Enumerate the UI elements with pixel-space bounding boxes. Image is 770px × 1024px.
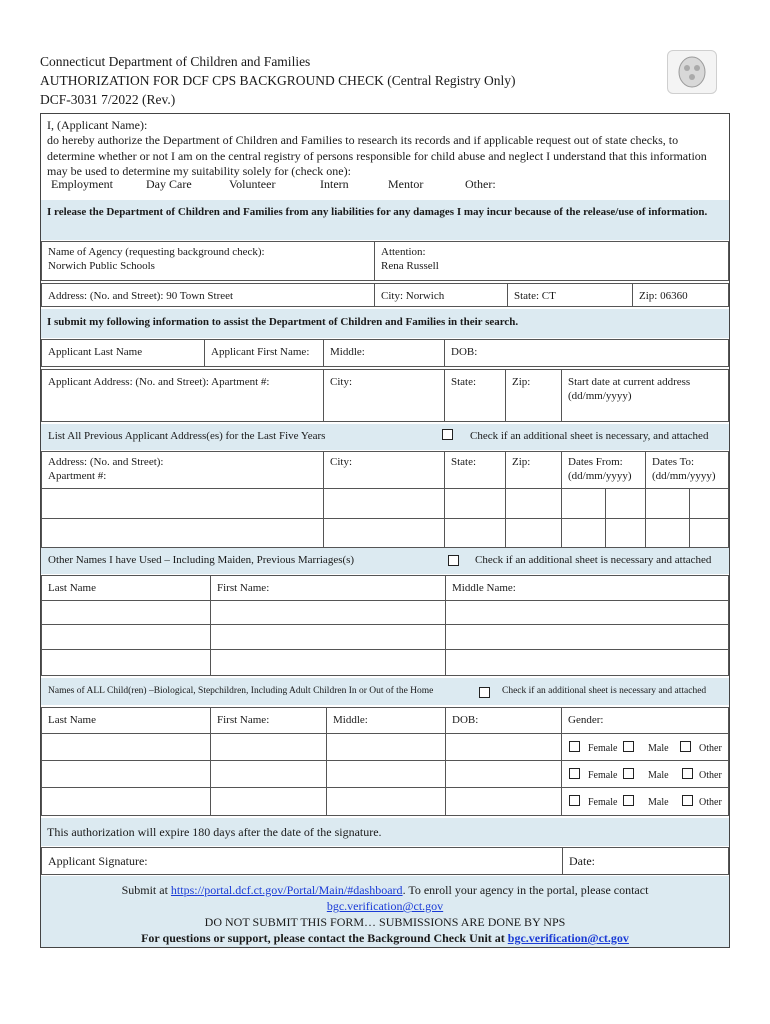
agency-name-value: Norwich Public Schools xyxy=(48,260,155,272)
other-row-2-middle[interactable] xyxy=(445,624,729,650)
attention-label: Attention: xyxy=(381,246,426,258)
child-row-3-dob[interactable] xyxy=(445,787,562,816)
previous-address-band xyxy=(41,424,729,450)
other-row-3-first[interactable] xyxy=(210,649,446,676)
previous-row-2-address[interactable] xyxy=(41,518,324,548)
child-2-male-label: Male xyxy=(648,770,669,781)
submission-footer xyxy=(41,876,729,947)
portal-link[interactable]: https://portal.dcf.ct.gov/Portal/Main/#dashboard xyxy=(170,883,403,897)
other-row-1-last[interactable] xyxy=(41,600,211,625)
child-row-3-middle[interactable] xyxy=(326,787,446,816)
child-3-female-checkbox[interactable] xyxy=(569,795,580,806)
other-row-3-last[interactable] xyxy=(41,649,211,676)
previous-row-2-from-b[interactable] xyxy=(605,518,646,548)
agency-name: Connecticut Department of Children and Families xyxy=(40,54,311,69)
child-1-female-label: Female xyxy=(588,743,618,754)
child-2-female-checkbox[interactable] xyxy=(569,768,580,779)
authorization-intro xyxy=(47,118,727,179)
option-day-care[interactable]: Day Care xyxy=(146,177,192,191)
child-1-male-label: Male xyxy=(648,743,669,754)
previous-row-2-to-a[interactable] xyxy=(645,518,690,548)
children-additional-sheet-checkbox[interactable] xyxy=(479,687,490,698)
previous-row-1-to-b[interactable] xyxy=(689,488,729,519)
previous-additional-sheet-label: Check if an additional sheet is necessary, and attached xyxy=(470,430,709,442)
dates-from-format: (dd/mm/yyyy) xyxy=(568,470,632,482)
form-number: DCF-3031 7/2022 (Rev.) xyxy=(40,92,176,107)
option-employment[interactable]: Employment xyxy=(51,177,113,191)
previous-address-label: Address: (No. and Street): xyxy=(48,456,164,468)
child-middle-header: Middle: xyxy=(326,707,446,734)
release-statement xyxy=(41,200,729,240)
other-row-1-middle[interactable] xyxy=(445,600,729,625)
previous-address-header xyxy=(41,451,324,489)
previous-row-2-to-b[interactable] xyxy=(689,518,729,548)
applicant-city[interactable]: City: xyxy=(323,369,445,422)
previous-row-1-to-a[interactable] xyxy=(645,488,690,519)
agency-address-cell[interactable]: Address: (No. and Street): 90 Town Street xyxy=(41,283,375,307)
submit-prefix: Submit at xyxy=(121,883,171,897)
previous-row-2-city[interactable] xyxy=(323,518,445,548)
option-volunteer[interactable]: Volunteer xyxy=(229,177,276,191)
child-last-name-header: Last Name xyxy=(41,707,211,734)
children-band xyxy=(41,678,729,705)
nps-notice: DO NOT SUBMIT THIS FORM… SUBMISSIONS ARE DONE BY NPS xyxy=(204,915,566,929)
child-3-male-label: Male xyxy=(648,797,669,808)
previous-row-2-state[interactable] xyxy=(444,518,506,548)
form-title: AUTHORIZATION FOR DCF CPS BACKGROUND CHECK (Central Registry Only) xyxy=(40,73,516,88)
submit-suffix: . To enroll your agency in the portal, please contact xyxy=(402,883,649,897)
previous-row-2-zip[interactable] xyxy=(505,518,562,548)
child-row-3-gender xyxy=(561,787,729,816)
previous-row-1-zip[interactable] xyxy=(505,488,562,519)
child-row-2-last[interactable] xyxy=(41,760,211,788)
support-text: For questions or support, please contact the Background Check Unit at xyxy=(141,931,508,945)
applicant-last-name[interactable]: Applicant Last Name xyxy=(41,339,205,367)
previous-city-header: City: xyxy=(323,451,445,489)
applicant-address[interactable]: Applicant Address: (No. and Street): Apartment #: xyxy=(41,369,324,422)
applicant-signature-field[interactable]: Applicant Signature: xyxy=(41,847,563,875)
applicant-zip[interactable]: Zip: xyxy=(505,369,562,422)
applicant-start-date[interactable]: Start date at current address (dd/mm/yyyy) xyxy=(561,369,729,422)
child-row-1-gender xyxy=(561,733,729,761)
previous-row-1-address[interactable] xyxy=(41,488,324,519)
applicant-state[interactable]: State: xyxy=(444,369,506,422)
attention-value: Rena Russell xyxy=(381,260,439,272)
other-row-2-first[interactable] xyxy=(210,624,446,650)
other-last-name-header: Last Name xyxy=(41,575,211,601)
previous-state-header: State: xyxy=(444,451,506,489)
other-names-additional-sheet-label: Check if an additional sheet is necessary and attached xyxy=(475,554,712,566)
child-first-name-header: First Name: xyxy=(210,707,327,734)
child-3-other-label: Other xyxy=(699,797,722,808)
verification-email-link[interactable]: bgc.verification@ct.gov xyxy=(326,899,444,913)
previous-address-heading: List All Previous Applicant Address(es) for the Last Five Years xyxy=(48,430,326,442)
child-1-female-checkbox[interactable] xyxy=(569,741,580,752)
previous-dates-from-header xyxy=(561,451,646,489)
submit-info-band xyxy=(41,309,729,338)
child-row-2-dob[interactable] xyxy=(445,760,562,788)
child-3-female-label: Female xyxy=(588,797,618,808)
expire-text: This authorization will expire 180 days after the date of the signature. xyxy=(47,825,382,839)
child-1-male-checkbox[interactable] xyxy=(623,741,634,752)
children-heading: Names of ALL Child(ren) –Biological, Stepchildren, Including Adult Children In or Out of the Home xyxy=(48,686,434,696)
applicant-name-field[interactable]: I, (Applicant Name): xyxy=(47,118,148,132)
child-row-2-first[interactable] xyxy=(210,760,327,788)
option-other[interactable]: Other: xyxy=(465,177,496,191)
previous-additional-sheet-checkbox[interactable] xyxy=(442,429,453,440)
agency-name-label: Name of Agency (requesting background check): xyxy=(48,246,265,258)
child-3-male-checkbox[interactable] xyxy=(623,795,634,806)
child-row-1-first[interactable] xyxy=(210,733,327,761)
child-dob-header: DOB: xyxy=(445,707,562,734)
authorization-text: do hereby authorize the Department of Children and Families to research its records and if applicable request out of state checks, to determine whether or not I am on the central registry of persons responsible for child abuse and neglect I understand that this information may be used to determine my suitability solely for (check one): xyxy=(47,133,707,178)
child-2-male-checkbox[interactable] xyxy=(623,768,634,779)
expire-band xyxy=(41,818,729,846)
previous-row-1-from-b[interactable] xyxy=(605,488,646,519)
applicant-middle[interactable]: Middle: xyxy=(323,339,445,367)
option-mentor[interactable]: Mentor xyxy=(388,177,424,191)
dates-from-label: Dates From: xyxy=(568,456,623,468)
other-names-additional-sheet-checkbox[interactable] xyxy=(448,555,459,566)
child-3-other-checkbox[interactable] xyxy=(682,795,693,806)
other-names-heading: Other Names I have Used – Including Maiden, Previous Marriages(s) xyxy=(48,554,355,566)
date-field[interactable]: Date: xyxy=(562,847,729,875)
other-row-1-first[interactable] xyxy=(210,600,446,625)
agency-zip-cell[interactable]: Zip: 06360 xyxy=(632,283,729,307)
dates-to-format: (dd/mm/yyyy) xyxy=(652,470,716,482)
child-row-2-middle[interactable] xyxy=(326,760,446,788)
child-2-female-label: Female xyxy=(588,770,618,781)
agency-name-cell[interactable] xyxy=(41,241,375,281)
previous-dates-to-header xyxy=(645,451,729,489)
applicant-first-name[interactable]: Applicant First Name: xyxy=(204,339,324,367)
dates-to-label: Dates To: xyxy=(652,456,695,468)
child-2-other-label: Other xyxy=(699,770,722,781)
child-2-other-checkbox[interactable] xyxy=(682,768,693,779)
other-row-2-last[interactable] xyxy=(41,624,211,650)
agency-city-cell[interactable]: City: Norwich xyxy=(374,283,508,307)
previous-row-1-state[interactable] xyxy=(444,488,506,519)
previous-zip-header: Zip: xyxy=(505,451,562,489)
other-middle-name-header: Middle Name: xyxy=(445,575,729,601)
child-row-3-first[interactable] xyxy=(210,787,327,816)
previous-apartment-label: Apartment #: xyxy=(48,470,107,482)
child-row-1-last[interactable] xyxy=(41,733,211,761)
option-intern[interactable]: Intern xyxy=(320,177,349,191)
previous-row-1-from-a[interactable] xyxy=(561,488,606,519)
agency-state-cell[interactable]: State: CT xyxy=(507,283,633,307)
child-row-1-dob[interactable] xyxy=(445,733,562,761)
other-row-3-middle[interactable] xyxy=(445,649,729,676)
child-row-1-middle[interactable] xyxy=(326,733,446,761)
release-text: I release the Department of Children and Families from any liabilities for any damages I may incur because of the release/use of information. xyxy=(47,206,708,218)
child-row-2-gender xyxy=(561,760,729,788)
other-names-band xyxy=(41,548,729,574)
child-gender-header: Gender: xyxy=(561,707,729,734)
previous-row-1-city[interactable] xyxy=(323,488,445,519)
form-header xyxy=(40,52,516,109)
applicant-dob[interactable]: DOB: xyxy=(444,339,729,367)
child-row-3-last[interactable] xyxy=(41,787,211,816)
child-1-other-checkbox[interactable] xyxy=(680,741,691,752)
submit-info-text: I submit my following information to assist the Department of Children and Families in their search. xyxy=(47,316,519,328)
children-additional-sheet-label: Check if an additional sheet is necessary and attached xyxy=(502,686,707,696)
child-1-other-label: Other xyxy=(699,743,722,754)
support-email-link[interactable]: bgc.verification@ct.gov xyxy=(507,931,629,945)
previous-row-2-from-a[interactable] xyxy=(561,518,606,548)
attention-cell[interactable] xyxy=(374,241,729,281)
state-seal-logo xyxy=(667,50,717,94)
other-first-name-header: First Name: xyxy=(210,575,446,601)
